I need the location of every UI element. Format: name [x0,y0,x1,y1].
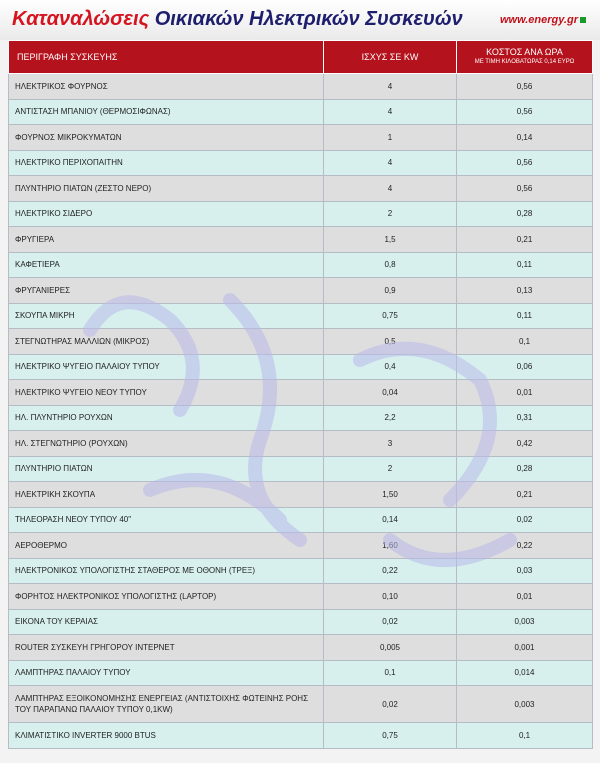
cost-value: 0,001 [457,635,593,661]
appliance-name: ΑΝΤΙΣΤΑΣΗ ΜΠΑΝΙΟΥ (ΘΕΡΜΟΣΙΦΩΝΑΣ) [9,99,324,125]
cost-value: 0,42 [457,431,593,457]
table-row [9,227,593,253]
power-value: 0,8 [324,252,457,278]
table-row [9,686,593,723]
power-value: 2 [324,456,457,482]
appliance-name: ΚΛΙΜΑΤΙΣΤΙΚΟ INVERTER 9000 BTUS [9,723,324,749]
table-row [9,354,593,380]
power-value: 0,04 [324,380,457,406]
power-value: 4 [324,150,457,176]
power-value: 0,02 [324,686,457,723]
cost-value: 0,28 [457,201,593,227]
power-value: 1,60 [324,533,457,559]
table-body [9,74,593,749]
table-row [9,278,593,304]
appliance-name: ΗΛ. ΣΤΕΓΝΩΤΗΡΙΟ (ΡΟΥΧΩΝ) [9,431,324,457]
cost-value: 0,11 [457,303,593,329]
cost-value: 0,06 [457,354,593,380]
cost-value: 0,56 [457,176,593,202]
appliance-name: ΦΡΥΓΙΕΡΑ [9,227,324,253]
cost-value: 0,01 [457,380,593,406]
power-value: 0,75 [324,723,457,749]
table-row [9,431,593,457]
power-value: 2 [324,201,457,227]
appliance-name: ΗΛΕΚΤΡΙΚΟ ΨΥΓΕΙΟ ΠΑΛΑΙΟΥ ΤΥΠΟΥ [9,354,324,380]
cost-value: 0,21 [457,482,593,508]
table-row [9,533,593,559]
appliance-name: ΑΕΡΟΘΕΡΜΟ [9,533,324,559]
power-value: 3 [324,431,457,457]
appliance-name: ΦΟΥΡΝΟΣ ΜΙΚΡΟΚΥΜΑΤΩΝ [9,125,324,151]
power-value: 1 [324,125,457,151]
table-row [9,507,593,533]
cost-value: 0,014 [457,660,593,686]
page-title-red: Καταναλώσεις [12,8,150,30]
power-value: 0,02 [324,609,457,635]
page-title-rest: Οικιακών Ηλεκτρικών Συσκευών [149,8,463,30]
cost-value: 0,1 [457,723,593,749]
table-header [9,41,593,74]
appliance-name: ΗΛΕΚΤΡΙΚΟ ΠΕΡΙΧΟΠΑΙΤΗΝ [9,150,324,176]
cost-value: 0,22 [457,533,593,559]
power-value: 4 [324,74,457,100]
cost-value: 0,56 [457,150,593,176]
cost-value: 0,003 [457,686,593,723]
power-value: 1,50 [324,482,457,508]
cost-value: 0,21 [457,227,593,253]
appliance-name: ΗΛΕΚΤΡΟΝΙΚΟΣ ΥΠΟΛΟΓΙΣΤΗΣ ΣΤΑΘΕΡΟΣ ΜΕ ΟΘΟΝΗ (ΤΡΕΞ) [9,558,324,584]
power-value: 0,5 [324,329,457,355]
power-value: 2,2 [324,405,457,431]
col-description-header: ΠΕΡΙΓΡΑΦΗ ΣΥΣΚΕΥΗΣ [9,41,324,74]
table-row [9,635,593,661]
table-row [9,252,593,278]
appliance-name: ΗΛΕΚΤΡΙΚΗ ΣΚΟΥΠΑ [9,482,324,508]
cost-value: 0,14 [457,125,593,151]
power-value: 4 [324,176,457,202]
appliance-name: ΦΡΥΓΑΝΙΕΡΕΣ [9,278,324,304]
table-row [9,201,593,227]
appliance-name: ΤΗΛΕΟΡΑΣΗ ΝΕΟΥ ΤΥΠΟΥ 40" [9,507,324,533]
power-value: 0,10 [324,584,457,610]
col-power-header: ΙΣΧΥΣ ΣΕ KW [324,41,457,74]
appliance-table [8,40,593,749]
appliance-name: ΗΛΕΚΤΡΙΚΟ ΣΙΔΕΡΟ [9,201,324,227]
cost-value: 0,03 [457,558,593,584]
appliance-name: ΛΑΜΠΤΗΡΑΣ ΕΞΟΙΚΟΝΟΜΗΣΗΣ ΕΝΕΡΓΕΙΑΣ (ΑΝΤΙΣΤΟΙΧΗΣ ΦΩΤΕΙΝΗΣ ΡΟΗΣ ΤΟΥ ΠΑΡΑΠΑΝΩ ΠΑΛΑΙΟΥ ΤΥΠΟΥ 0,1KW) [9,686,324,723]
appliance-name: ΠΛΥΝΤΗΡΙΟ ΠΙΑΤΩΝ [9,456,324,482]
cost-value: 0,003 [457,609,593,635]
col-cost-header [457,41,593,74]
table-row [9,558,593,584]
appliance-name: ΗΛΕΚΤΡΙΚΟΣ ΦΟΥΡΝΟΣ [9,74,324,100]
power-value: 0,4 [324,354,457,380]
table-row [9,609,593,635]
page-title [12,8,463,31]
table-row [9,482,593,508]
appliance-name: ΗΛΕΚΤΡΙΚΟ ΨΥΓΕΙΟ ΝΕΟΥ ΤΥΠΟΥ [9,380,324,406]
cost-value: 0,13 [457,278,593,304]
table-row [9,329,593,355]
col-cost-subtitle: ΜΕ ΤΙΜΗ ΚΙΛΟΒΑΤΩΡΑΣ 0,14 ΕΥΡΩ [474,59,575,65]
table-row [9,660,593,686]
table-row [9,456,593,482]
appliance-name: ΦΟΡΗΤΟΣ ΗΛΕΚΤΡΟΝΙΚΟΣ ΥΠΟΛΟΓΙΣΤΗΣ (LAPTOP) [9,584,324,610]
cost-value: 0,56 [457,99,593,125]
table-row [9,150,593,176]
appliance-name: ΗΛ. ΠΛΥΝΤΗΡΙΟ ΡΟΥΧΩΝ [9,405,324,431]
table-row [9,723,593,749]
power-value: 0,14 [324,507,457,533]
power-value: 1,5 [324,227,457,253]
table-row [9,99,593,125]
cost-value: 0,02 [457,507,593,533]
table-row [9,125,593,151]
cost-value: 0,11 [457,252,593,278]
table-row [9,584,593,610]
appliance-name: ΚΑΦΕΤΙΕΡΑ [9,252,324,278]
cost-value: 0,28 [457,456,593,482]
col-cost-title: ΚΟΣΤΟΣ ΑΝΑ ΩΡΑ [486,47,563,57]
table-row [9,405,593,431]
appliance-name: ΠΛΥΝΤΗΡΙΟ ΠΙΑΤΩΝ (ΖΕΣΤΟ ΝΕΡΟ) [9,176,324,202]
power-value: 0,9 [324,278,457,304]
site-logo[interactable]: www.energy.gr [500,14,586,26]
appliance-name: ROUTER ΣΥΣΚΕΥΗ ΓΡΗΓΟΡΟΥ ΙΝΤΕΡΝΕΤ [9,635,324,661]
power-value: 0,005 [324,635,457,661]
table-row [9,380,593,406]
table-row [9,74,593,100]
power-value: 0,22 [324,558,457,584]
cost-value: 0,56 [457,74,593,100]
cost-value: 0,1 [457,329,593,355]
appliance-name: ΕΙΚΟΝΑ ΤΟΥ ΚΕΡΑΙΑΣ [9,609,324,635]
power-value: 0,75 [324,303,457,329]
appliance-name: ΛΑΜΠΤΗΡΑΣ ΠΑΛΑΙΟΥ ΤΥΠΟΥ [9,660,324,686]
appliance-name: ΣΚΟΥΠΑ ΜΙΚΡΗ [9,303,324,329]
appliance-name: ΣΤΕΓΝΩΤΗΡΑΣ ΜΑΛΛΙΩΝ (ΜΙΚΡΟΣ) [9,329,324,355]
cost-value: 0,01 [457,584,593,610]
power-value: 4 [324,99,457,125]
table-row [9,176,593,202]
cost-value: 0,31 [457,405,593,431]
power-value: 0,1 [324,660,457,686]
table-row [9,303,593,329]
title-bar [0,0,600,40]
